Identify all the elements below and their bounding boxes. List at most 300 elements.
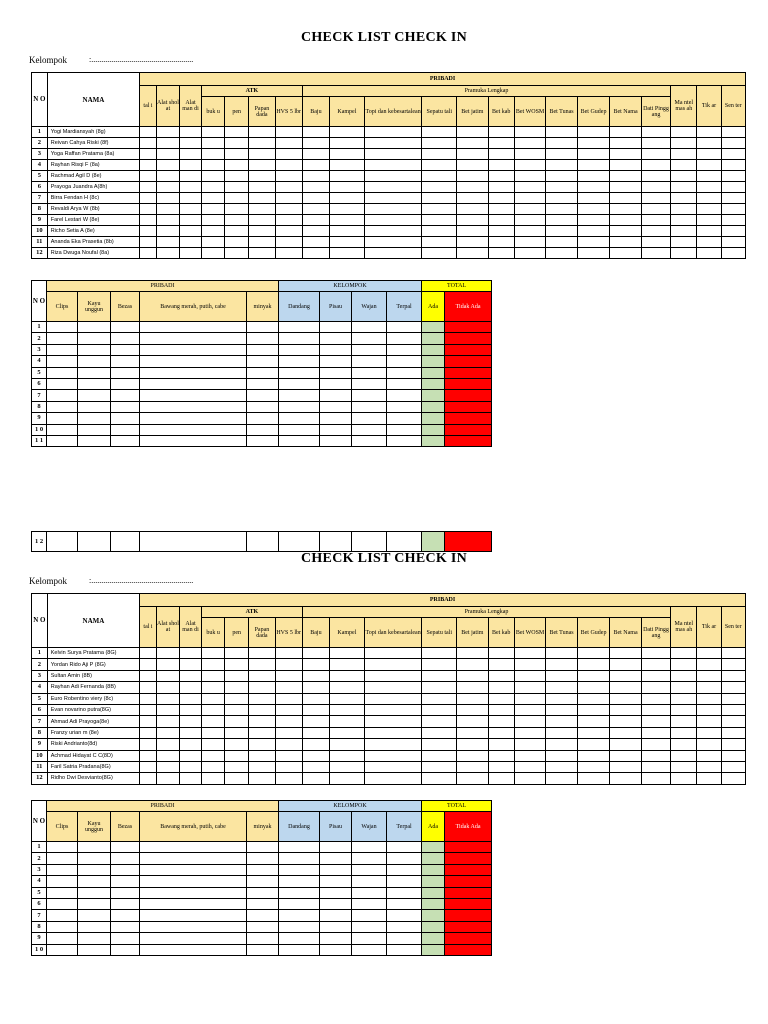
check-cell[interactable] bbox=[352, 898, 387, 909]
check-cell[interactable] bbox=[697, 193, 721, 204]
check-cell[interactable] bbox=[279, 532, 320, 552]
check-cell[interactable] bbox=[352, 390, 387, 401]
check-cell[interactable] bbox=[488, 160, 514, 171]
check-cell[interactable] bbox=[488, 127, 514, 138]
check-cell[interactable] bbox=[302, 739, 329, 750]
check-cell[interactable] bbox=[445, 356, 492, 367]
check-cell[interactable] bbox=[320, 842, 352, 853]
check-cell[interactable] bbox=[275, 215, 302, 226]
check-cell[interactable] bbox=[180, 773, 202, 784]
check-cell[interactable] bbox=[364, 138, 422, 149]
check-cell[interactable] bbox=[577, 182, 610, 193]
check-cell[interactable] bbox=[202, 750, 225, 761]
check-cell[interactable] bbox=[546, 182, 577, 193]
check-cell[interactable] bbox=[111, 356, 140, 367]
check-cell[interactable] bbox=[302, 138, 329, 149]
check-cell[interactable] bbox=[457, 226, 488, 237]
check-cell[interactable] bbox=[610, 682, 641, 693]
check-cell[interactable] bbox=[247, 401, 279, 412]
check-cell[interactable] bbox=[47, 887, 78, 898]
check-cell[interactable] bbox=[180, 739, 202, 750]
check-cell[interactable] bbox=[225, 237, 249, 248]
check-cell[interactable] bbox=[457, 215, 488, 226]
check-cell[interactable] bbox=[320, 390, 352, 401]
check-cell[interactable] bbox=[445, 390, 492, 401]
check-cell[interactable] bbox=[320, 898, 352, 909]
check-cell[interactable] bbox=[488, 248, 514, 259]
check-cell[interactable] bbox=[697, 670, 721, 681]
check-cell[interactable] bbox=[330, 149, 365, 160]
check-cell[interactable] bbox=[249, 693, 275, 704]
check-cell[interactable] bbox=[275, 182, 302, 193]
check-cell[interactable] bbox=[180, 138, 202, 149]
check-cell[interactable] bbox=[140, 910, 247, 921]
check-cell[interactable] bbox=[577, 138, 610, 149]
check-cell[interactable] bbox=[422, 193, 457, 204]
check-cell[interactable] bbox=[180, 182, 202, 193]
check-cell[interactable] bbox=[111, 898, 140, 909]
check-cell[interactable] bbox=[641, 693, 670, 704]
check-cell[interactable] bbox=[249, 761, 275, 772]
check-cell[interactable] bbox=[225, 693, 249, 704]
check-cell[interactable] bbox=[279, 356, 320, 367]
check-cell[interactable] bbox=[577, 248, 610, 259]
check-cell[interactable] bbox=[320, 435, 352, 446]
check-cell[interactable] bbox=[445, 933, 492, 944]
check-cell[interactable] bbox=[202, 193, 225, 204]
check-cell[interactable] bbox=[697, 693, 721, 704]
check-cell[interactable] bbox=[577, 773, 610, 784]
check-cell[interactable] bbox=[302, 149, 329, 160]
check-cell[interactable] bbox=[302, 704, 329, 715]
check-cell[interactable] bbox=[180, 670, 202, 681]
check-cell[interactable] bbox=[422, 750, 457, 761]
check-cell[interactable] bbox=[275, 750, 302, 761]
check-cell[interactable] bbox=[279, 413, 320, 424]
check-cell[interactable] bbox=[225, 171, 249, 182]
check-cell[interactable] bbox=[641, 727, 670, 738]
check-cell[interactable] bbox=[140, 898, 247, 909]
check-cell[interactable] bbox=[387, 898, 422, 909]
check-cell[interactable] bbox=[364, 127, 422, 138]
check-cell[interactable] bbox=[610, 138, 641, 149]
check-cell[interactable] bbox=[156, 727, 179, 738]
check-cell[interactable] bbox=[610, 773, 641, 784]
check-cell[interactable] bbox=[279, 898, 320, 909]
check-cell[interactable] bbox=[320, 367, 352, 378]
check-cell[interactable] bbox=[225, 727, 249, 738]
check-cell[interactable] bbox=[78, 921, 111, 932]
check-cell[interactable] bbox=[697, 648, 721, 659]
check-cell[interactable] bbox=[422, 226, 457, 237]
check-cell[interactable] bbox=[445, 944, 492, 955]
check-cell[interactable] bbox=[457, 682, 488, 693]
check-cell[interactable] bbox=[457, 761, 488, 772]
check-cell[interactable] bbox=[364, 248, 422, 259]
check-cell[interactable] bbox=[156, 237, 179, 248]
check-cell[interactable] bbox=[546, 727, 577, 738]
check-cell[interactable] bbox=[140, 378, 247, 389]
check-cell[interactable] bbox=[275, 171, 302, 182]
check-cell[interactable] bbox=[514, 149, 545, 160]
check-cell[interactable] bbox=[697, 171, 721, 182]
check-cell[interactable] bbox=[275, 693, 302, 704]
check-cell[interactable] bbox=[140, 413, 247, 424]
check-cell[interactable] bbox=[78, 333, 111, 344]
check-cell[interactable] bbox=[249, 727, 275, 738]
check-cell[interactable] bbox=[488, 138, 514, 149]
check-cell[interactable] bbox=[140, 750, 157, 761]
check-cell[interactable] bbox=[364, 761, 422, 772]
check-cell[interactable] bbox=[641, 171, 670, 182]
check-cell[interactable] bbox=[514, 160, 545, 171]
check-cell[interactable] bbox=[320, 344, 352, 355]
check-cell[interactable] bbox=[330, 204, 365, 215]
check-cell[interactable] bbox=[577, 193, 610, 204]
check-cell[interactable] bbox=[302, 761, 329, 772]
check-cell[interactable] bbox=[610, 648, 641, 659]
check-cell[interactable] bbox=[320, 356, 352, 367]
check-cell[interactable] bbox=[364, 670, 422, 681]
check-cell[interactable] bbox=[514, 682, 545, 693]
check-cell[interactable] bbox=[156, 193, 179, 204]
check-cell[interactable] bbox=[546, 138, 577, 149]
check-cell[interactable] bbox=[47, 344, 78, 355]
check-cell[interactable] bbox=[279, 333, 320, 344]
check-cell[interactable] bbox=[352, 944, 387, 955]
check-cell[interactable] bbox=[249, 193, 275, 204]
check-cell[interactable] bbox=[279, 910, 320, 921]
check-cell[interactable] bbox=[671, 237, 697, 248]
check-cell[interactable] bbox=[422, 413, 445, 424]
check-cell[interactable] bbox=[488, 204, 514, 215]
check-cell[interactable] bbox=[180, 704, 202, 715]
check-cell[interactable] bbox=[302, 659, 329, 670]
check-cell[interactable] bbox=[721, 739, 745, 750]
check-cell[interactable] bbox=[641, 248, 670, 259]
check-cell[interactable] bbox=[111, 842, 140, 853]
check-cell[interactable] bbox=[514, 182, 545, 193]
check-cell[interactable] bbox=[225, 138, 249, 149]
check-cell[interactable] bbox=[514, 127, 545, 138]
check-cell[interactable] bbox=[445, 333, 492, 344]
check-cell[interactable] bbox=[514, 648, 545, 659]
check-cell[interactable] bbox=[140, 237, 157, 248]
check-cell[interactable] bbox=[721, 138, 745, 149]
check-cell[interactable] bbox=[422, 704, 457, 715]
check-cell[interactable] bbox=[671, 193, 697, 204]
check-cell[interactable] bbox=[247, 898, 279, 909]
check-cell[interactable] bbox=[422, 648, 457, 659]
check-cell[interactable] bbox=[514, 750, 545, 761]
check-cell[interactable] bbox=[180, 127, 202, 138]
check-cell[interactable] bbox=[422, 898, 445, 909]
check-cell[interactable] bbox=[140, 390, 247, 401]
check-cell[interactable] bbox=[422, 739, 457, 750]
check-cell[interactable] bbox=[156, 648, 179, 659]
check-cell[interactable] bbox=[610, 226, 641, 237]
check-cell[interactable] bbox=[249, 659, 275, 670]
check-cell[interactable] bbox=[488, 761, 514, 772]
check-cell[interactable] bbox=[445, 887, 492, 898]
check-cell[interactable] bbox=[247, 333, 279, 344]
check-cell[interactable] bbox=[387, 532, 422, 552]
check-cell[interactable] bbox=[671, 659, 697, 670]
check-cell[interactable] bbox=[445, 842, 492, 853]
check-cell[interactable] bbox=[275, 739, 302, 750]
check-cell[interactable] bbox=[279, 401, 320, 412]
check-cell[interactable] bbox=[457, 204, 488, 215]
check-cell[interactable] bbox=[457, 138, 488, 149]
check-cell[interactable] bbox=[546, 716, 577, 727]
check-cell[interactable] bbox=[422, 532, 445, 552]
check-cell[interactable] bbox=[249, 739, 275, 750]
check-cell[interactable] bbox=[247, 921, 279, 932]
check-cell[interactable] bbox=[156, 739, 179, 750]
check-cell[interactable] bbox=[422, 435, 445, 446]
check-cell[interactable] bbox=[352, 933, 387, 944]
check-cell[interactable] bbox=[140, 773, 157, 784]
check-cell[interactable] bbox=[275, 727, 302, 738]
check-cell[interactable] bbox=[156, 182, 179, 193]
check-cell[interactable] bbox=[156, 693, 179, 704]
check-cell[interactable] bbox=[352, 424, 387, 435]
check-cell[interactable] bbox=[47, 910, 78, 921]
check-cell[interactable] bbox=[202, 149, 225, 160]
check-cell[interactable] bbox=[111, 390, 140, 401]
check-cell[interactable] bbox=[111, 864, 140, 875]
check-cell[interactable] bbox=[697, 716, 721, 727]
check-cell[interactable] bbox=[610, 160, 641, 171]
check-cell[interactable] bbox=[180, 237, 202, 248]
check-cell[interactable] bbox=[577, 226, 610, 237]
check-cell[interactable] bbox=[140, 761, 157, 772]
check-cell[interactable] bbox=[546, 761, 577, 772]
check-cell[interactable] bbox=[78, 864, 111, 875]
check-cell[interactable] bbox=[387, 378, 422, 389]
check-cell[interactable] bbox=[302, 237, 329, 248]
check-cell[interactable] bbox=[320, 887, 352, 898]
check-cell[interactable] bbox=[641, 215, 670, 226]
check-cell[interactable] bbox=[387, 356, 422, 367]
check-cell[interactable] bbox=[422, 182, 457, 193]
check-cell[interactable] bbox=[546, 248, 577, 259]
check-cell[interactable] bbox=[47, 532, 78, 552]
check-cell[interactable] bbox=[330, 773, 365, 784]
check-cell[interactable] bbox=[140, 149, 157, 160]
check-cell[interactable] bbox=[249, 171, 275, 182]
check-cell[interactable] bbox=[275, 237, 302, 248]
check-cell[interactable] bbox=[111, 344, 140, 355]
check-cell[interactable] bbox=[387, 933, 422, 944]
check-cell[interactable] bbox=[422, 727, 457, 738]
check-cell[interactable] bbox=[457, 659, 488, 670]
check-cell[interactable] bbox=[514, 693, 545, 704]
check-cell[interactable] bbox=[610, 670, 641, 681]
check-cell[interactable] bbox=[330, 704, 365, 715]
check-cell[interactable] bbox=[156, 149, 179, 160]
check-cell[interactable] bbox=[546, 149, 577, 160]
check-cell[interactable] bbox=[202, 693, 225, 704]
check-cell[interactable] bbox=[140, 356, 247, 367]
check-cell[interactable] bbox=[156, 127, 179, 138]
check-cell[interactable] bbox=[422, 761, 457, 772]
check-cell[interactable] bbox=[422, 424, 445, 435]
check-cell[interactable] bbox=[641, 682, 670, 693]
check-cell[interactable] bbox=[156, 215, 179, 226]
check-cell[interactable] bbox=[445, 910, 492, 921]
check-cell[interactable] bbox=[279, 435, 320, 446]
check-cell[interactable] bbox=[445, 435, 492, 446]
check-cell[interactable] bbox=[330, 648, 365, 659]
check-cell[interactable] bbox=[279, 921, 320, 932]
check-cell[interactable] bbox=[302, 727, 329, 738]
check-cell[interactable] bbox=[488, 704, 514, 715]
check-cell[interactable] bbox=[577, 659, 610, 670]
check-cell[interactable] bbox=[422, 876, 445, 887]
check-cell[interactable] bbox=[47, 401, 78, 412]
check-cell[interactable] bbox=[697, 727, 721, 738]
check-cell[interactable] bbox=[140, 160, 157, 171]
check-cell[interactable] bbox=[180, 160, 202, 171]
check-cell[interactable] bbox=[111, 367, 140, 378]
check-cell[interactable] bbox=[721, 761, 745, 772]
check-cell[interactable] bbox=[387, 887, 422, 898]
check-cell[interactable] bbox=[546, 739, 577, 750]
check-cell[interactable] bbox=[364, 237, 422, 248]
check-cell[interactable] bbox=[330, 160, 365, 171]
check-cell[interactable] bbox=[610, 127, 641, 138]
check-cell[interactable] bbox=[546, 237, 577, 248]
check-cell[interactable] bbox=[202, 739, 225, 750]
check-cell[interactable] bbox=[641, 127, 670, 138]
check-cell[interactable] bbox=[111, 378, 140, 389]
check-cell[interactable] bbox=[514, 704, 545, 715]
check-cell[interactable] bbox=[330, 182, 365, 193]
check-cell[interactable] bbox=[156, 138, 179, 149]
check-cell[interactable] bbox=[387, 367, 422, 378]
check-cell[interactable] bbox=[202, 716, 225, 727]
check-cell[interactable] bbox=[275, 670, 302, 681]
check-cell[interactable] bbox=[721, 182, 745, 193]
check-cell[interactable] bbox=[721, 693, 745, 704]
check-cell[interactable] bbox=[641, 670, 670, 681]
check-cell[interactable] bbox=[156, 248, 179, 259]
check-cell[interactable] bbox=[302, 193, 329, 204]
check-cell[interactable] bbox=[352, 367, 387, 378]
check-cell[interactable] bbox=[577, 171, 610, 182]
check-cell[interactable] bbox=[78, 435, 111, 446]
check-cell[interactable] bbox=[422, 910, 445, 921]
check-cell[interactable] bbox=[279, 864, 320, 875]
check-cell[interactable] bbox=[78, 910, 111, 921]
check-cell[interactable] bbox=[422, 921, 445, 932]
check-cell[interactable] bbox=[111, 853, 140, 864]
check-cell[interactable] bbox=[352, 842, 387, 853]
check-cell[interactable] bbox=[330, 727, 365, 738]
check-cell[interactable] bbox=[514, 193, 545, 204]
check-cell[interactable] bbox=[387, 910, 422, 921]
check-cell[interactable] bbox=[320, 413, 352, 424]
check-cell[interactable] bbox=[225, 182, 249, 193]
check-cell[interactable] bbox=[445, 921, 492, 932]
check-cell[interactable] bbox=[225, 739, 249, 750]
check-cell[interactable] bbox=[275, 138, 302, 149]
check-cell[interactable] bbox=[275, 248, 302, 259]
check-cell[interactable] bbox=[387, 876, 422, 887]
check-cell[interactable] bbox=[275, 226, 302, 237]
check-cell[interactable] bbox=[697, 138, 721, 149]
check-cell[interactable] bbox=[330, 659, 365, 670]
check-cell[interactable] bbox=[247, 424, 279, 435]
check-cell[interactable] bbox=[610, 716, 641, 727]
check-cell[interactable] bbox=[302, 182, 329, 193]
check-cell[interactable] bbox=[156, 226, 179, 237]
check-cell[interactable] bbox=[364, 682, 422, 693]
check-cell[interactable] bbox=[422, 864, 445, 875]
check-cell[interactable] bbox=[330, 248, 365, 259]
check-cell[interactable] bbox=[352, 401, 387, 412]
check-cell[interactable] bbox=[225, 716, 249, 727]
check-cell[interactable] bbox=[697, 204, 721, 215]
check-cell[interactable] bbox=[671, 727, 697, 738]
check-cell[interactable] bbox=[671, 716, 697, 727]
check-cell[interactable] bbox=[140, 693, 157, 704]
check-cell[interactable] bbox=[140, 682, 157, 693]
check-cell[interactable] bbox=[140, 842, 247, 853]
check-cell[interactable] bbox=[422, 682, 457, 693]
check-cell[interactable] bbox=[180, 727, 202, 738]
check-cell[interactable] bbox=[387, 864, 422, 875]
check-cell[interactable] bbox=[488, 659, 514, 670]
check-cell[interactable] bbox=[697, 750, 721, 761]
check-cell[interactable] bbox=[47, 424, 78, 435]
check-cell[interactable] bbox=[697, 226, 721, 237]
check-cell[interactable] bbox=[671, 704, 697, 715]
check-cell[interactable] bbox=[488, 171, 514, 182]
check-cell[interactable] bbox=[514, 739, 545, 750]
check-cell[interactable] bbox=[364, 716, 422, 727]
check-cell[interactable] bbox=[364, 215, 422, 226]
check-cell[interactable] bbox=[457, 704, 488, 715]
check-cell[interactable] bbox=[330, 127, 365, 138]
check-cell[interactable] bbox=[275, 682, 302, 693]
check-cell[interactable] bbox=[610, 149, 641, 160]
check-cell[interactable] bbox=[140, 704, 157, 715]
check-cell[interactable] bbox=[457, 248, 488, 259]
check-cell[interactable] bbox=[111, 435, 140, 446]
check-cell[interactable] bbox=[180, 716, 202, 727]
check-cell[interactable] bbox=[352, 532, 387, 552]
check-cell[interactable] bbox=[671, 215, 697, 226]
check-cell[interactable] bbox=[514, 670, 545, 681]
check-cell[interactable] bbox=[457, 727, 488, 738]
check-cell[interactable] bbox=[514, 138, 545, 149]
check-cell[interactable] bbox=[302, 693, 329, 704]
check-cell[interactable] bbox=[364, 648, 422, 659]
check-cell[interactable] bbox=[387, 944, 422, 955]
check-cell[interactable] bbox=[202, 215, 225, 226]
check-cell[interactable] bbox=[330, 226, 365, 237]
check-cell[interactable] bbox=[671, 149, 697, 160]
check-cell[interactable] bbox=[488, 149, 514, 160]
check-cell[interactable] bbox=[697, 248, 721, 259]
check-cell[interactable] bbox=[47, 853, 78, 864]
check-cell[interactable] bbox=[78, 944, 111, 955]
check-cell[interactable] bbox=[225, 127, 249, 138]
check-cell[interactable] bbox=[111, 887, 140, 898]
check-cell[interactable] bbox=[156, 682, 179, 693]
